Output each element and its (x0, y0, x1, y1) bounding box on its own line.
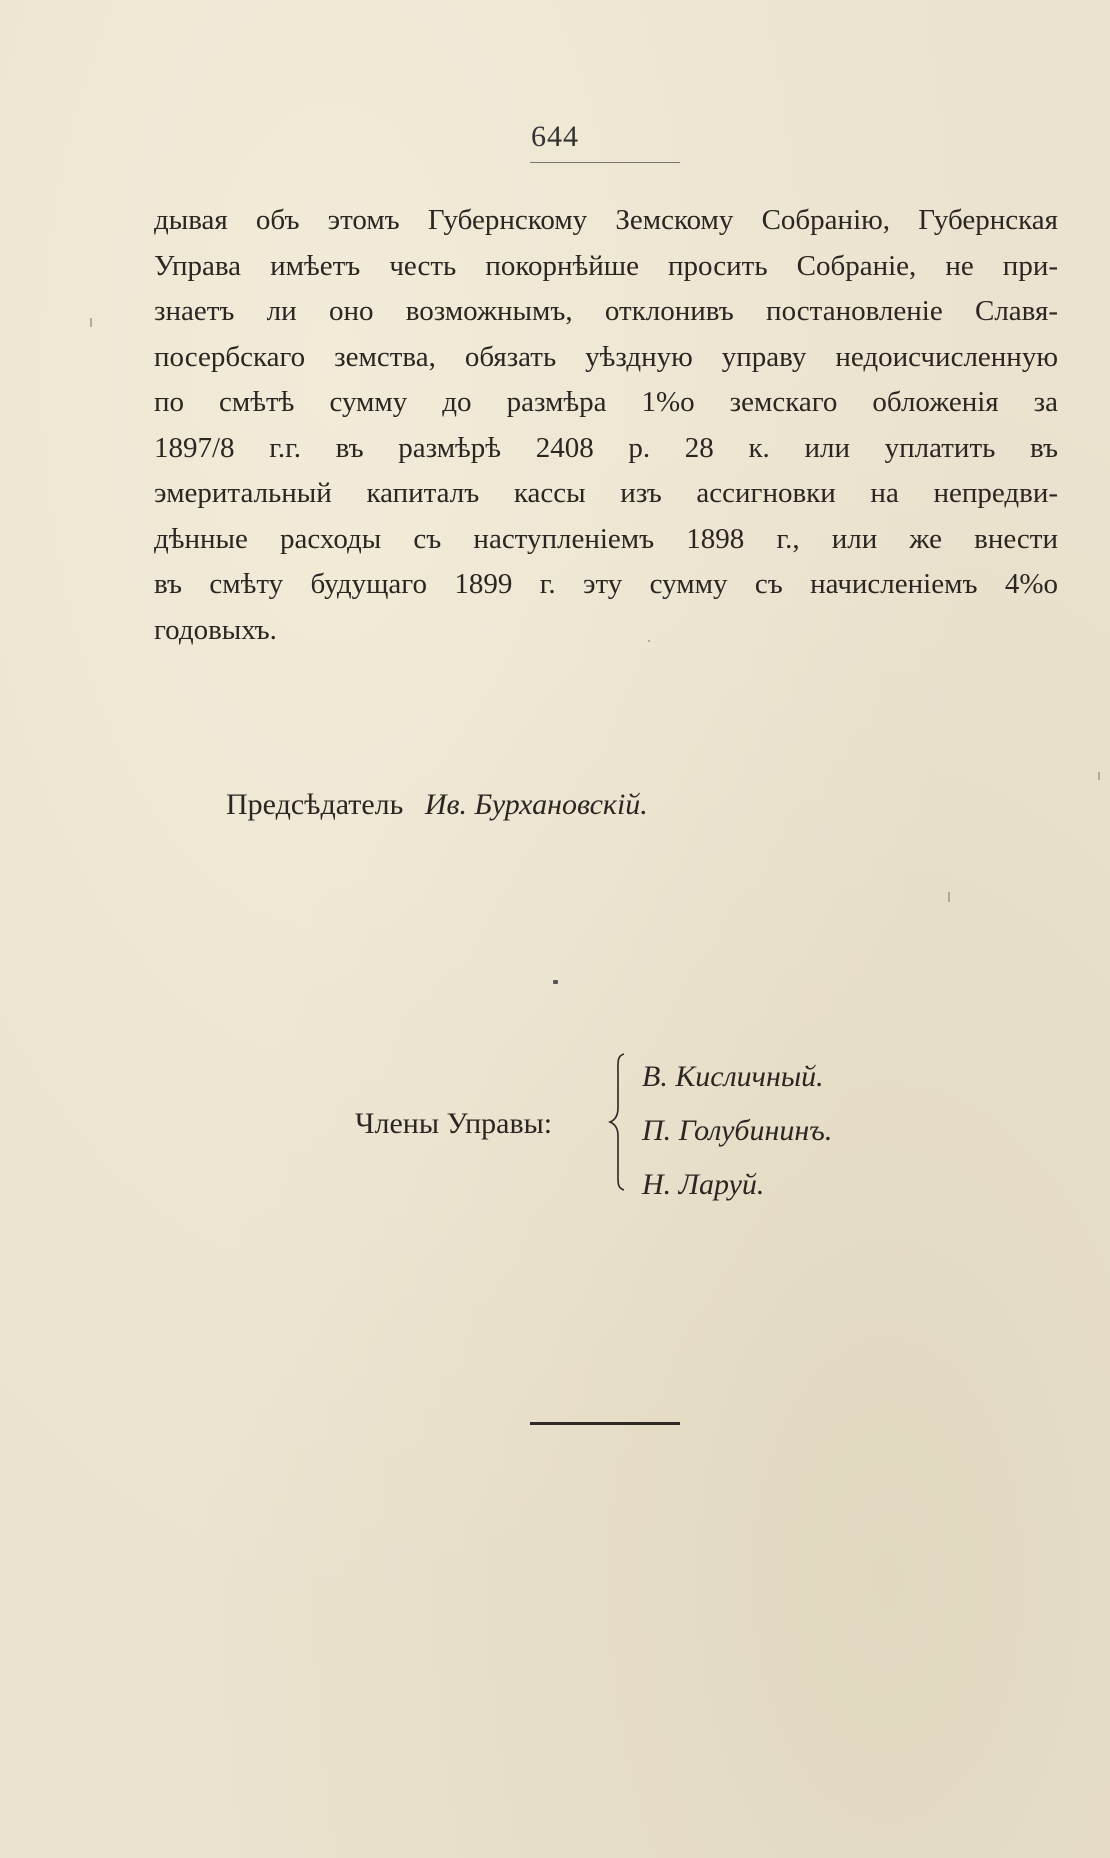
member-name: Н. Ларуй. (642, 1168, 765, 1201)
text-line: 1897/8 г.г. въ размѣрѣ 2408 р. 28 к. или уплатить въ (154, 431, 1058, 464)
print-mark (553, 980, 558, 984)
text-line: въ смѣту будущаго 1899 г. эту сумму съ начисленіемъ 4%о (154, 568, 1058, 600)
curly-brace (608, 1052, 628, 1192)
member-name: В. Кисличный. (642, 1060, 824, 1093)
page-number-rule (530, 162, 680, 163)
text-line: эмеритальный капиталъ кассы изъ ассигновки на непредви- (154, 477, 1058, 509)
body-paragraph (154, 198, 1058, 653)
text-line: знаетъ ли оно возможнымъ, отклонивъ постановленіе Славя- (154, 295, 1058, 327)
text-line: дывая объ этомъ Губернскому Земскому Собранію, Губернская (154, 204, 1058, 236)
chairman-label: Предсѣдатель (226, 788, 404, 821)
paper-speck (1098, 772, 1100, 780)
paper-speck (948, 892, 950, 902)
paper-speck (648, 640, 650, 642)
members-label: Члены Управы: (355, 1107, 553, 1140)
member-name: П. Голубининъ. (642, 1114, 833, 1147)
chairman-name: Ив. Бурхановскій. (424, 788, 648, 821)
text-line: годовыхъ. (154, 613, 277, 646)
text-line: по смѣтѣ сумму до размѣра 1%о земскаго обложенія за (154, 386, 1058, 418)
text-line: посербскаго земства, обязать уѣздную управу недоисчисленную (154, 340, 1058, 373)
page-number: 644 (531, 120, 579, 153)
end-rule (530, 1422, 680, 1425)
paper-speck (90, 318, 92, 327)
text-line: дѣнные расходы съ наступленіемъ 1898 г., или же внести (154, 522, 1058, 555)
members-list (642, 1050, 832, 1212)
chairman-signature (226, 788, 648, 822)
text-line: Управа имѣетъ честь покорнѣйше просить Собраніе, не при- (154, 249, 1058, 282)
